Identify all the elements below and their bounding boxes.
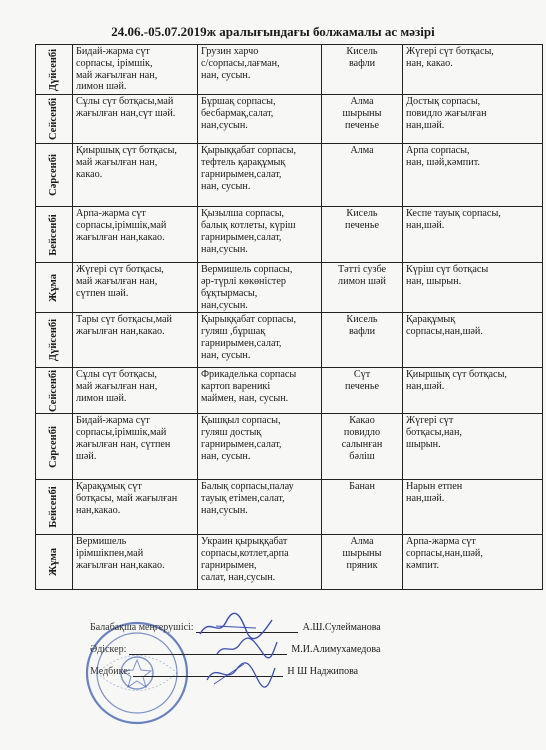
handwritten-signature-3: [204, 660, 278, 688]
dinner-text: Кеспе тауық сорпасы, нан,шәй.: [406, 208, 501, 231]
snack-text: Кисель вафли: [346, 314, 378, 338]
day-cell: [36, 95, 73, 144]
breakfast-cell: [73, 263, 198, 313]
day-cell: [36, 263, 73, 313]
menu-row: [36, 45, 543, 95]
breakfast-cell: [73, 414, 198, 480]
menu-row: [36, 263, 543, 313]
dinner-text: Қиыршық сүт ботқасы, нан,шәй.: [406, 369, 507, 393]
signature-role: Әдіскер:: [90, 644, 127, 655]
lunch-text: Қышқыл сорпасы, гуляш достық гарнирымен,салат, нан, сусын.: [201, 415, 282, 462]
day-label: Сейсенбі: [48, 98, 60, 141]
snack-text: Тәтті сузбе лимон шәй: [337, 264, 387, 287]
dinner-text: Достық сорпасы, повидло жағылған нан,шәй.: [406, 96, 487, 131]
breakfast-cell: [73, 313, 198, 368]
day-cell: [36, 313, 73, 368]
lunch-cell: [198, 45, 322, 95]
lunch-text: Бұршақ сорпасы, бесбармақ,салат, нан,сусын.: [201, 96, 276, 131]
day-label: Дүйсенбі: [48, 48, 60, 91]
day-label: Бейсенбі: [48, 486, 60, 529]
day-label: Сәрсенбі: [48, 154, 60, 197]
dinner-cell: [403, 535, 543, 590]
menu-row: [36, 535, 543, 590]
signature-role: Медбике:: [90, 666, 131, 677]
dinner-cell: [403, 313, 543, 368]
dinner-text: Қарақұмық сорпасы,нан,шәй.: [406, 314, 483, 338]
snack-text: Какао повидло салынған бәліш: [341, 415, 383, 462]
signature-name: А.Ш.Сулейманова: [302, 622, 381, 633]
lunch-cell: [198, 313, 322, 368]
day-label: Жұма: [48, 548, 60, 577]
day-label: Сәрсенбі: [48, 426, 60, 468]
lunch-cell: [198, 263, 322, 313]
breakfast-cell: [73, 95, 198, 144]
lunch-text: Қызылша сорпасы, балық котлеты, күріш гарнирымен,салат, нан,сусын.: [201, 208, 296, 255]
snack-cell: [322, 535, 403, 590]
dinner-cell: [403, 144, 543, 207]
lunch-text: Қырыққабат сорпасы, гуляш ,бұршақ гарнирымен,салат, нан, сусын.: [201, 314, 297, 361]
menu-row: [36, 95, 543, 144]
snack-cell: [322, 207, 403, 263]
snack-cell: [322, 144, 403, 207]
lunch-text: Фрикаделька сорпасы картоп вареникі маймен, нан, сусын.: [201, 369, 297, 404]
dinner-cell: [403, 95, 543, 144]
lunch-cell: [198, 414, 322, 480]
menu-row: [36, 207, 543, 263]
breakfast-text: Бидай-жарма сүт сорпасы,ірімшік,май жағылған нан, сүтпен шәй.: [76, 415, 171, 462]
breakfast-text: Жүгері сүт ботқасы, май жағылған нан, сүтпен шәй.: [76, 264, 164, 299]
breakfast-cell: [73, 207, 198, 263]
breakfast-text: Қиыршық сүт ботқасы, май жағылған нан, какао.: [76, 145, 177, 180]
dinner-cell: [403, 368, 543, 414]
signature-role: Балабақша меңгерушісі:: [90, 622, 194, 633]
menu-row: [36, 144, 543, 207]
lunch-cell: [198, 207, 322, 263]
lunch-cell: [198, 368, 322, 414]
menu-row: [36, 313, 543, 368]
menu-table: [35, 44, 543, 590]
snack-text: Алма шырыны пряник: [342, 536, 382, 571]
menu-row: [36, 480, 543, 535]
dinner-text: Арпа-жарма сүт сорпасы,нан,шәй, кәмпит.: [406, 536, 483, 571]
snack-text: Алма: [350, 145, 374, 157]
page-title: 24.06.-05.07.2019ж аралығындағы болжамалы ас мәзірі: [111, 24, 435, 39]
signature-name: М.И.Алимухамедова: [291, 644, 381, 655]
day-label: Сейсенбі: [48, 369, 60, 412]
day-label: Дүйсенбі: [48, 319, 60, 362]
snack-cell: [322, 45, 403, 95]
day-cell: [36, 480, 73, 535]
day-label: Бейсенбі: [48, 214, 60, 256]
dinner-text: Жүгері сүт ботқасы,нан, шырын.: [406, 415, 462, 450]
signature-name: Н Ш Наджипова: [287, 666, 359, 677]
snack-cell: [322, 313, 403, 368]
snack-text: Кисель печенье: [345, 208, 379, 231]
snack-cell: [322, 480, 403, 535]
breakfast-cell: [73, 368, 198, 414]
snack-cell: [322, 368, 403, 414]
dinner-cell: [403, 45, 543, 95]
lunch-text: Қырыққабат сорпасы, тефтель қарақұмық гарнирымен,салат, нан, сусын.: [201, 145, 297, 192]
dinner-cell: [403, 207, 543, 263]
breakfast-cell: [73, 45, 198, 95]
breakfast-text: Сұлы сүт ботқасы, май жағылған нан, лимон шәй.: [76, 369, 158, 404]
breakfast-text: Сұлы сүт ботқасы,май жағылған нан,сүт шәй.: [76, 96, 176, 119]
snack-cell: [322, 95, 403, 144]
snack-cell: [322, 263, 403, 313]
breakfast-text: Қарақұмық сүт ботқасы, май жағылған нан,какао.: [76, 481, 178, 516]
dinner-text: Күріш сүт ботқасы нан, шырын.: [406, 264, 489, 287]
lunch-cell: [198, 144, 322, 207]
dinner-cell: [403, 263, 543, 313]
dinner-text: Нарын етпен нан,шәй.: [406, 481, 463, 505]
dinner-text: Арпа сорпасы, нан, шәй,кәмпит.: [406, 145, 480, 168]
snack-text: Кисель вафли: [346, 46, 378, 69]
lunch-cell: [198, 95, 322, 144]
snack-text: Банан: [349, 481, 375, 493]
day-cell: [36, 368, 73, 414]
day-cell: [36, 45, 73, 95]
dinner-cell: [403, 480, 543, 535]
breakfast-cell: [73, 480, 198, 535]
handwritten-signature-2: [214, 636, 280, 660]
breakfast-text: Арпа-жарма сүт сорпасы,ірімшік,май жағылған нан,какао.: [76, 208, 167, 243]
lunch-cell: [198, 480, 322, 535]
snack-cell: [322, 414, 403, 480]
breakfast-cell: [73, 144, 198, 207]
lunch-cell: [198, 535, 322, 590]
snack-text: Алма шырыны печенье: [342, 96, 382, 131]
day-label: Жұма: [48, 273, 60, 302]
lunch-text: Украин қырыққабат сорпасы,котлет,арпа гарнирымен, салат, нан,сусын.: [201, 536, 289, 583]
lunch-text: Балық сорпасы,палау тауық етімен,салат, нан,сусын.: [201, 481, 294, 516]
day-cell: [36, 207, 73, 263]
day-cell: [36, 144, 73, 207]
dinner-text: Жүгері сүт ботқасы, нан, какао.: [406, 46, 494, 69]
breakfast-text: Вермишель ірімшікпен,май жағылған нан,какао.: [76, 536, 165, 571]
snack-text: Сүт печенье: [345, 369, 379, 393]
day-cell: [36, 414, 73, 480]
breakfast-cell: [73, 535, 198, 590]
breakfast-text: Бидай-жарма сүт сорпасы, ірімшік, май жағылған нан, лимон шәй.: [76, 46, 158, 93]
lunch-text: Вермишель сорпасы, әр-түрлі көкөністер бұқтырмасы, нан,сусын.: [201, 264, 293, 311]
dinner-cell: [403, 414, 543, 480]
day-cell: [36, 535, 73, 590]
lunch-text: Грузин харчо с/сорпасы,лағман, нан, сусын.: [201, 46, 280, 81]
breakfast-text: Тары сүт ботқасы,май жағылған нан,какао.: [76, 314, 172, 338]
menu-row: [36, 368, 543, 414]
menu-row: [36, 414, 543, 480]
